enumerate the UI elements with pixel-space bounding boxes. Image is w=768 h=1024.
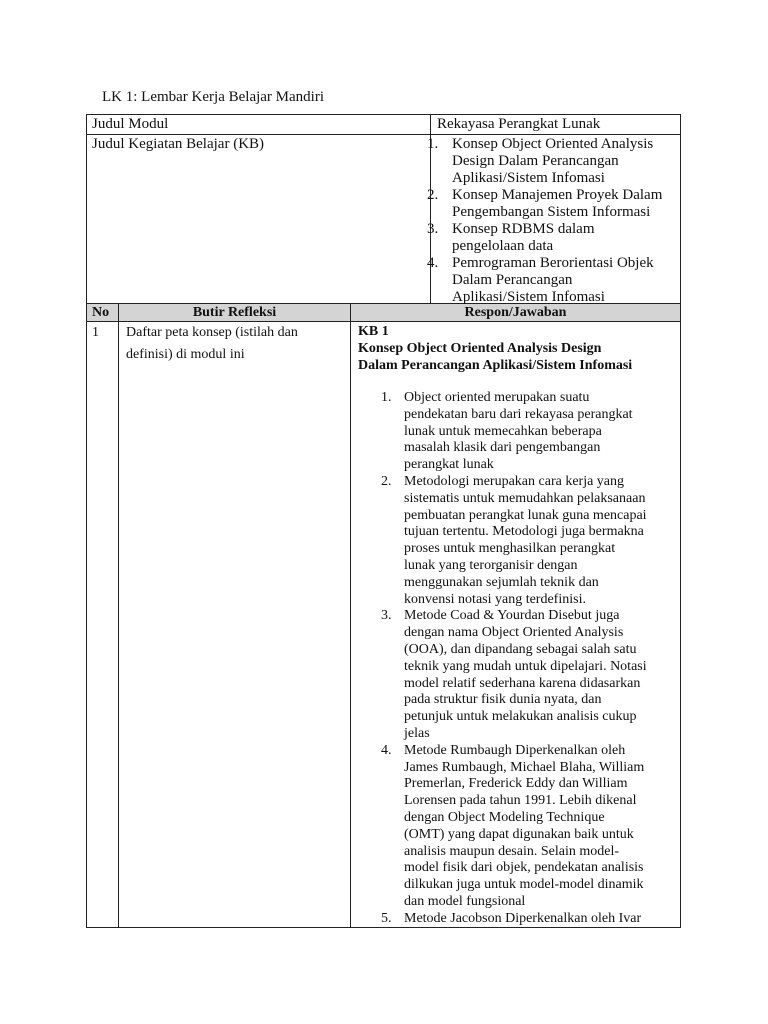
list-item-line: Konsep RDBMS dalam: [452, 221, 595, 237]
response-list-item: [381, 910, 678, 928]
list-item-line: Aplikasi/Sistem Infomasi: [452, 289, 605, 305]
list-item-line: Konsep Object Oriented Analysis: [452, 136, 654, 152]
table-border-top: [86, 114, 681, 115]
list-item-line: analisis maupun desain. Selain model-: [404, 843, 620, 859]
kb-title-line: Dalam Perancangan Aplikasi/Sistem Infomasi: [358, 358, 633, 373]
header-respon-jawaban: Respon/Jawaban: [464, 305, 567, 320]
list-item-line: James Rumbaugh, Michael Blaha, William: [404, 759, 645, 775]
table-column-divider: [350, 303, 351, 928]
document-title: LK 1: Lembar Kerja Belajar Mandiri: [102, 89, 324, 105]
row-number: 1: [92, 325, 99, 340]
list-item-line: proses untuk menghasilkan perangkat: [404, 541, 616, 557]
table-border-left: [86, 114, 87, 928]
kb-list-item: [427, 187, 677, 221]
list-item-line: dilkukan juga untuk model-model dinamik: [404, 877, 644, 893]
header-no: No: [92, 305, 110, 320]
list-number: 4.: [427, 255, 439, 271]
list-number: 1.: [427, 136, 439, 152]
judul-kb-label: Judul Kegiatan Belajar (KB): [92, 136, 265, 152]
kb-heading: KB 1: [358, 324, 389, 339]
butir-line: definisi) di modul ini: [126, 347, 245, 362]
list-item-line: Design Dalam Perancangan: [452, 153, 619, 169]
list-number: 4.: [381, 742, 392, 758]
list-number: 2.: [381, 473, 392, 489]
header-butir-refleksi: Butir Refleksi: [192, 305, 277, 320]
response-list-item: [381, 473, 678, 608]
list-item-line: lunak untuk memecahkan beberapa: [404, 423, 602, 439]
kb-list: [427, 136, 677, 306]
list-item-line: model relatif sederhana karena didasarkan: [404, 675, 641, 691]
list-item-line: (OMT) yang dapat digunakan baik untuk: [404, 826, 634, 842]
list-number: 5.: [381, 910, 392, 926]
list-item-line: dan model fungsional: [404, 893, 526, 909]
response-list-item: [381, 390, 678, 474]
response-list: [381, 390, 678, 928]
list-item-line: Pemrograman Berorientasi Objek: [452, 255, 654, 271]
judul-modul-label: Judul Modul: [92, 116, 169, 132]
list-item-line: Pengembangan Sistem Informasi: [452, 204, 651, 220]
list-item-line: (OOA), dan dipandang sebagai salah satu: [404, 641, 637, 657]
list-item-line: jelas: [404, 725, 430, 741]
list-item-line: Metode Coad & Yourdan Disebut juga: [404, 608, 620, 624]
list-item-line: konvensi notasi yang terdefinisi.: [404, 591, 586, 607]
list-item-line: dengan Object Modeling Technique: [404, 809, 605, 825]
response-list-item: [381, 608, 678, 742]
list-item-line: pada struktur fisik dunia nyata, dan: [404, 692, 602, 708]
list-number: 1.: [381, 390, 392, 405]
table-column-divider: [118, 303, 119, 928]
list-item-line: petunjuk untuk melakukan analisis cukup: [404, 709, 637, 725]
list-number: 3.: [427, 221, 439, 237]
list-item-line: Metodologi merupakan cara kerja yang: [404, 473, 625, 489]
list-item-line: pendekatan baru dari rekayasa perangkat: [404, 406, 633, 422]
list-item-line: sistematis untuk memudahkan pelaksanaan: [404, 490, 646, 506]
response-list-item: [381, 742, 678, 911]
kb-title-line: Konsep Object Oriented Analysis Design: [358, 341, 602, 356]
list-number: 2.: [427, 187, 439, 203]
list-item-line: lunak yang terorganisir dengan: [404, 557, 578, 573]
list-item-line: Object oriented merupakan suatu: [404, 390, 590, 405]
list-item-line: Dalam Perancangan: [452, 272, 573, 288]
list-item-line: Metode Jacobson Diperkenalkan oleh Ivar: [404, 910, 642, 926]
list-item-line: Metode Rumbaugh Diperkenalkan oleh: [404, 742, 626, 758]
list-number: 3.: [381, 608, 392, 624]
list-item-line: pengelolaan data: [452, 238, 554, 254]
list-item-line: pembuatan perangkat lunak guna mencapai: [404, 507, 647, 523]
table-row-divider: [86, 134, 681, 135]
judul-modul-value: Rekayasa Perangkat Lunak: [437, 116, 601, 132]
butir-line: Daftar peta konsep (istilah dan: [126, 325, 298, 340]
list-item-line: menggunakan sejumlah teknik dan: [404, 574, 599, 590]
list-item-line: teknik yang mudah untuk dipelajari. Notasi: [404, 658, 647, 674]
list-item-line: masalah klasik dari pengembangan: [404, 440, 601, 456]
list-item-line: tujuan tertentu. Metodologi juga bermakna: [404, 524, 644, 540]
kb-list-item: [427, 255, 677, 306]
table-border-right: [680, 114, 681, 928]
list-item-line: Aplikasi/Sistem Infomasi: [452, 170, 605, 186]
list-item-line: perangkat lunak: [404, 457, 494, 473]
list-item-line: Premerlan, Frederick Eddy dan William: [404, 776, 628, 792]
kb-title: [358, 340, 632, 374]
kb-list-item: [427, 136, 677, 187]
list-item-line: model fisik dari objek, pendekatan analisis: [404, 860, 644, 876]
butir-refleksi-cell: [126, 322, 298, 366]
list-item-line: dengan nama Object Oriented Analysis: [404, 625, 624, 641]
kb-list-item: [427, 221, 677, 255]
list-item-line: Lorensen pada tahun 1991. Lebih dikenal: [404, 793, 637, 809]
list-item-line: Konsep Manajemen Proyek Dalam: [452, 187, 663, 203]
